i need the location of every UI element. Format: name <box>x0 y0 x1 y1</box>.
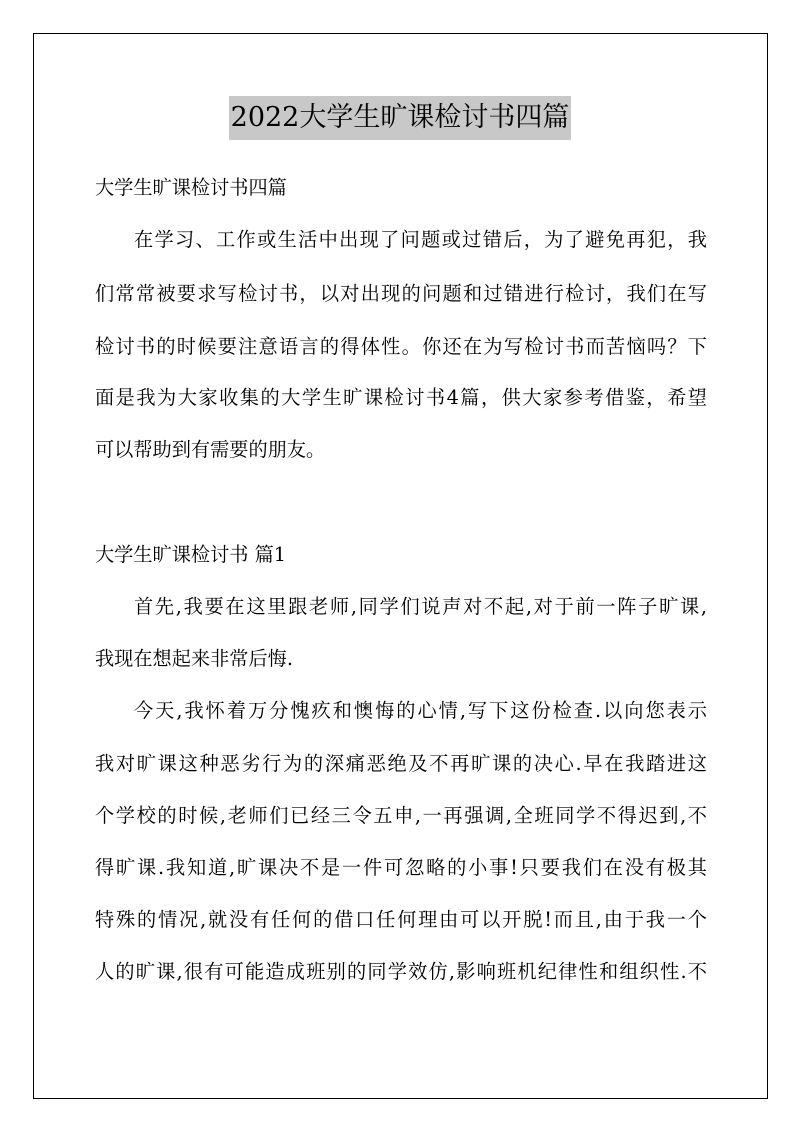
paragraph-line: 我对旷课这种恶劣行为的深痛恶绝及不再旷课的决心.早在我踏进这 <box>95 752 707 775</box>
paragraph-line: 今天,我怀着万分愧疚和懊悔的心情,写下这份检查.以向您表示 <box>134 699 707 722</box>
paragraph-line: 特殊的情况,就没有任何的借口任何理由可以开脱!而且,由于我一个 <box>95 908 707 931</box>
intro-line: 们常常被要求写检讨书，以对出现的问题和过错进行检讨，我们在写 <box>95 282 707 305</box>
intro-line: 面是我为大家收集的大学生旷课检讨书4篇，供大家参考借鉴，希望 <box>95 386 707 409</box>
intro-line: 检讨书的时候要注意语言的得体性。你还在为写检讨书而苦恼吗？下 <box>95 335 707 358</box>
paragraph-line: 我现在想起来非常后悔. <box>95 647 293 670</box>
paragraph-line: 首先,我要在这里跟老师,同学们说声对不起,对于前一阵子旷课, <box>134 595 707 618</box>
paragraph-line: 人的旷课,很有可能造成班别的同学效仿,影响班机纪律性和组织性.不 <box>95 960 707 983</box>
section-heading: 大学生旷课检讨书 篇1 <box>95 543 286 566</box>
title-container <box>0 96 800 140</box>
subtitle: 大学生旷课检讨书四篇 <box>95 176 287 199</box>
paragraph-line: 个学校的时候,老师们已经三令五申,一再强调,全班同学不得迟到,不 <box>95 804 707 827</box>
document-title: 2022大学生旷课检讨书四篇 <box>229 96 572 140</box>
intro-line: 在学习、工作或生活中出现了问题或过错后，为了避免再犯，我 <box>134 228 707 251</box>
intro-line: 可以帮助到有需要的朋友。 <box>95 438 326 461</box>
paragraph-line: 得旷课.我知道,旷课决不是一件可忽略的小事!只要我们在没有极其 <box>95 856 707 879</box>
